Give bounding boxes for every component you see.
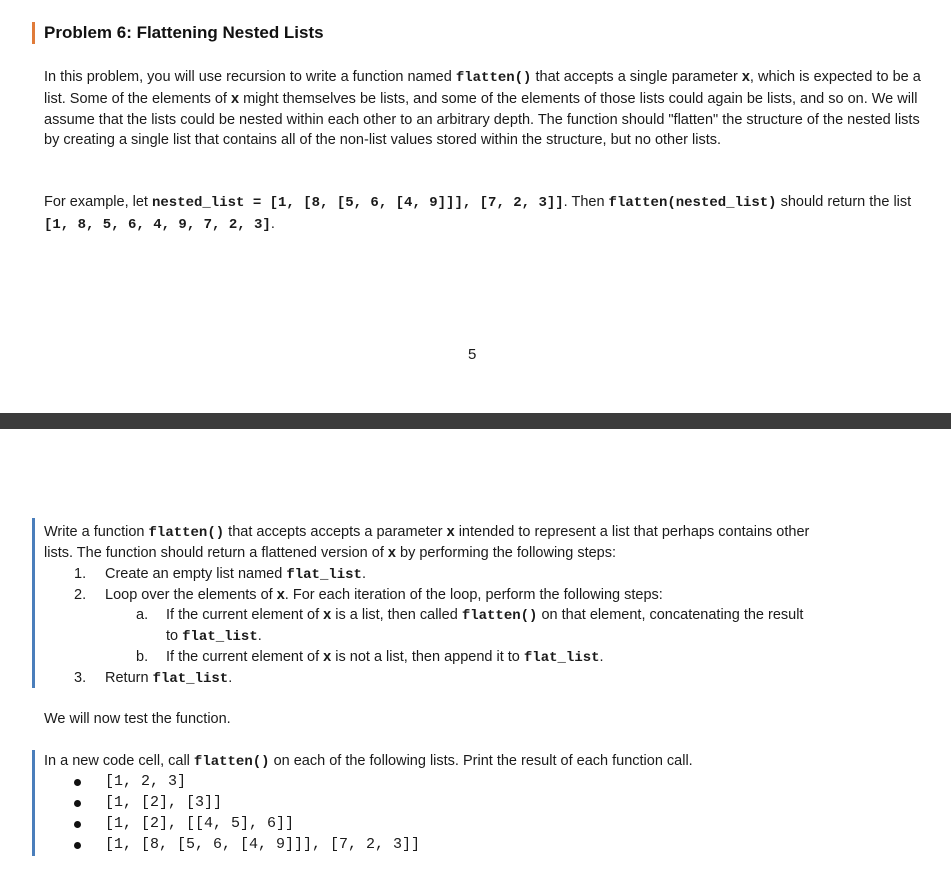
section1-line1: Write a function flatten() that accepts accepts a parameter x intended to represent a list that perhaps contains other [44,524,810,541]
step-2: Loop over the elements of x. For each iteration of the loop, perform the following steps: [105,587,663,603]
test-list-item: [1, 2, 3] [105,773,187,790]
test-list-item: [1, [8, [5, 6, [4, 9]]], [7, 2, 3]] [105,836,421,853]
step-2a: If the current element of x is a list, then called flatten() on that element, concatenating the result [166,607,804,624]
step-number: 2. [74,587,87,603]
test-list-item: [1, [2], [[4, 5], 6]] [105,815,295,832]
step-1: Create an empty list named flat_list. [105,566,366,583]
page-divider [0,413,951,429]
intro-paragraph: In this problem, you will use recursion to write a function named flatten() that accepts a single parameter x, which is expected to be a list. Some of the elements of x might themselves be lists, and some of the elements of those lists could again be lists, and so on. We will assume that the lists could be nested within each other to an arbitrary depth. The function should "flatten" the structure of the nested lists by creating a single list that contains all of the non-list values stored within the structure, but no other lists. [44,69,921,149]
step-3: Return flat_list. [105,670,233,687]
test-intro-text: We will now test the function. [44,711,231,727]
step-2a-continued: to flat_list. [166,628,262,645]
document-page-top [0,0,951,413]
section1-line2: lists. The function should return a flattened version of x by performing the following steps: [44,545,617,561]
bullet-icon [74,842,81,849]
substep-letter: a. [136,607,149,623]
section2-instruction: In a new code cell, call flatten() on each of the following lists. Print the result of each function call. [44,753,693,770]
step-number: 3. [74,670,87,686]
substep-letter: b. [136,649,149,665]
problem-title: Problem 6: Flattening Nested Lists [44,23,324,42]
page-number: 5 [468,346,477,363]
step-2b: If the current element of x is not a list, then append it to flat_list. [166,649,604,666]
section-accent-bar [32,518,35,688]
example-paragraph: For example, let nested_list = [1, [8, [5, 6, [4, 9]]], [7, 2, 3]]. Then flatten(nested_list) should return the list [1, 8, 5, 6, 4, 9, 7, 2, 3]. [44,194,912,233]
section-accent-bar [32,750,35,856]
title-accent-bar [32,22,35,44]
bullet-icon [74,800,81,807]
bullet-icon [74,821,81,828]
bullet-icon [74,779,81,786]
step-number: 1. [74,566,87,582]
test-list-item: [1, [2], [3]] [105,794,223,811]
